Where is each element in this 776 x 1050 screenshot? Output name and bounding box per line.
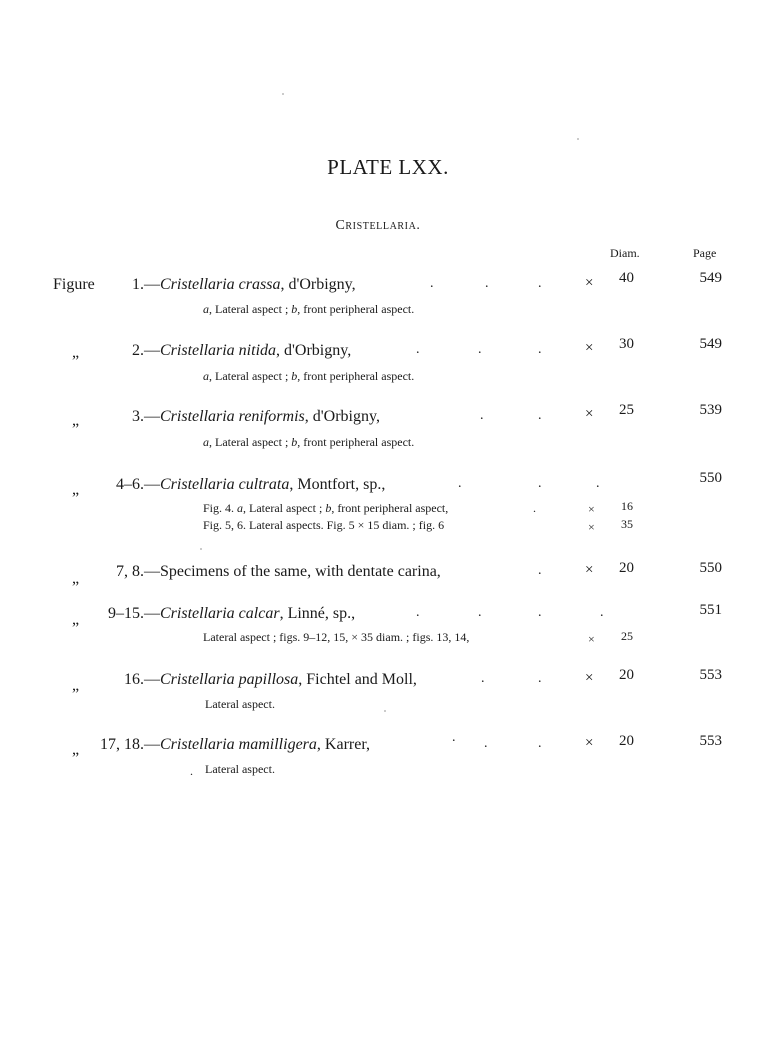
desc-text: , front peripheral aspect. <box>297 435 415 449</box>
figure-description <box>203 435 414 450</box>
ditto-mark: „ <box>72 611 80 628</box>
leader-dot: . <box>452 730 456 745</box>
leader-dot: . <box>478 342 482 357</box>
species-line <box>160 476 385 494</box>
leader-dot: . <box>538 276 542 291</box>
leader-dot: . <box>416 605 420 620</box>
desc-text: , Lateral aspect ; <box>209 302 292 316</box>
leader-dot: . <box>538 671 542 686</box>
desc-letter: b <box>291 435 298 449</box>
stray-dot: . <box>190 764 193 778</box>
species-author: , Linné, sp., <box>279 605 356 622</box>
desc-letter: a <box>237 501 244 515</box>
species-name: Cristellaria mamilligera <box>160 736 317 753</box>
scan-speck <box>200 548 202 550</box>
leader-dot: . <box>596 476 600 491</box>
figure-description: Lateral aspect. <box>205 762 275 776</box>
leader-dot: . <box>533 501 536 515</box>
ditto-mark: „ <box>72 412 80 429</box>
entry-text: Specimens of the same, with dentate carina, <box>160 563 441 580</box>
page-number: 550 <box>699 560 722 576</box>
diameter-value: 25 <box>621 629 633 643</box>
species-name: Cristellaria calcar <box>160 605 280 622</box>
desc-text: , Lateral aspect ; <box>243 501 326 515</box>
figure-description <box>203 501 448 516</box>
scan-speck <box>384 710 386 712</box>
desc-text: , front peripheral aspect. <box>297 302 415 316</box>
scan-speck <box>282 93 284 95</box>
figure-number: 2.— <box>132 342 160 359</box>
figure-label: Figure <box>53 276 95 293</box>
species-name: Cristellaria crassa <box>160 276 281 293</box>
leader-dot: . <box>538 736 542 751</box>
leader-dot: . <box>416 342 420 357</box>
species-name: Cristellaria cultrata <box>160 476 290 493</box>
leader-dot: . <box>600 605 604 620</box>
figure-description: Lateral aspect ; figs. 9–12, 15, × 35 diam. ; figs. 13, 14, <box>203 630 470 644</box>
species-line <box>160 342 351 360</box>
page-number: 553 <box>699 733 722 749</box>
desc-text: , Lateral aspect ; <box>209 435 292 449</box>
ditto-mark: „ <box>72 481 80 498</box>
diameter-value: 20 <box>619 733 634 749</box>
figure-number: 4–6.— <box>116 476 160 493</box>
species-line <box>160 408 380 426</box>
leader-dot: . <box>458 476 462 491</box>
desc-text: , front peripheral aspect. <box>297 369 415 383</box>
times-sign: × <box>585 406 594 422</box>
desc-letter: a <box>203 302 209 316</box>
page-number: 549 <box>699 270 722 286</box>
leader-dot: . <box>484 736 488 751</box>
ditto-mark: „ <box>72 344 80 361</box>
leader-dot: . <box>481 671 485 686</box>
leader-dot: . <box>480 408 484 423</box>
plate-title: PLATE LXX. <box>327 155 449 179</box>
times-sign: × <box>588 520 595 534</box>
times-sign: × <box>588 632 595 646</box>
page-column-header: Page <box>693 246 717 260</box>
figure-description <box>203 369 414 384</box>
diam-column-header: Diam. <box>610 246 640 260</box>
species-name: Cristellaria papillosa <box>160 671 299 688</box>
species-name: Cristellaria reniformis <box>160 408 305 425</box>
desc-text: , front peripheral aspect, <box>331 501 449 515</box>
species-author: , Fichtel and Moll, <box>298 671 417 688</box>
scan-speck <box>577 138 579 140</box>
species-author: , Montfort, sp., <box>289 476 386 493</box>
page-number: 549 <box>699 336 722 352</box>
leader-dot: . <box>430 276 434 291</box>
species-line <box>160 276 356 294</box>
species-author: , d'Orbigny, <box>280 276 356 293</box>
page-number: 539 <box>699 402 722 418</box>
species-name: Cristellaria nitida <box>160 342 277 359</box>
diameter-value: 40 <box>619 270 634 286</box>
times-sign: × <box>585 340 594 356</box>
ditto-mark: „ <box>72 677 80 694</box>
figure-description: Fig. 5, 6. Lateral aspects. Fig. 5 × 15 diam. ; fig. 6 <box>203 518 445 532</box>
diameter-value: 35 <box>621 517 633 531</box>
ditto-mark: „ <box>72 741 80 758</box>
figure-description: Lateral aspect. <box>205 697 275 711</box>
times-sign: × <box>588 502 595 516</box>
page-number: 550 <box>699 470 722 486</box>
ditto-mark: „ <box>72 570 80 587</box>
page-number: 551 <box>699 602 722 618</box>
figure-number: 9–15.— <box>108 605 160 622</box>
times-sign: × <box>585 670 594 686</box>
species-author: , Karrer, <box>316 736 371 753</box>
times-sign: × <box>585 562 594 578</box>
figure-number: 16.— <box>124 671 160 688</box>
species-author: , d'Orbigny, <box>276 342 352 359</box>
species-line <box>160 605 355 623</box>
leader-dot: . <box>478 605 482 620</box>
species-line <box>160 671 417 689</box>
desc-text: Fig. 4. <box>203 501 238 515</box>
leader-dot: . <box>538 408 542 423</box>
times-sign: × <box>585 735 594 751</box>
leader-dot: . <box>485 276 489 291</box>
diameter-value: 25 <box>619 402 634 418</box>
diameter-value: 16 <box>621 499 633 513</box>
figure-number: 1.— <box>132 276 160 293</box>
desc-letter: b <box>291 302 298 316</box>
page-number: 553 <box>699 667 722 683</box>
figure-number: 3.— <box>132 408 160 425</box>
species-author: , d'Orbigny, <box>304 408 380 425</box>
leader-dot: . <box>538 342 542 357</box>
figure-number: 7, 8.— <box>116 563 160 580</box>
diameter-value: 30 <box>619 336 634 352</box>
figure-number: 17, 18.— <box>100 736 160 753</box>
desc-letter: b <box>325 501 332 515</box>
times-sign: × <box>585 275 594 291</box>
diameter-value: 20 <box>619 560 634 576</box>
species-line <box>160 736 370 754</box>
leader-dot: . <box>538 605 542 620</box>
figure-description <box>203 302 414 317</box>
genus-heading: Cristellaria. <box>335 218 421 233</box>
desc-letter: a <box>203 435 209 449</box>
leader-dot: . <box>538 563 542 578</box>
desc-letter: b <box>291 369 298 383</box>
desc-letter: a <box>203 369 209 383</box>
leader-dot: . <box>538 476 542 491</box>
diameter-value: 20 <box>619 667 634 683</box>
desc-text: , Lateral aspect ; <box>209 369 292 383</box>
